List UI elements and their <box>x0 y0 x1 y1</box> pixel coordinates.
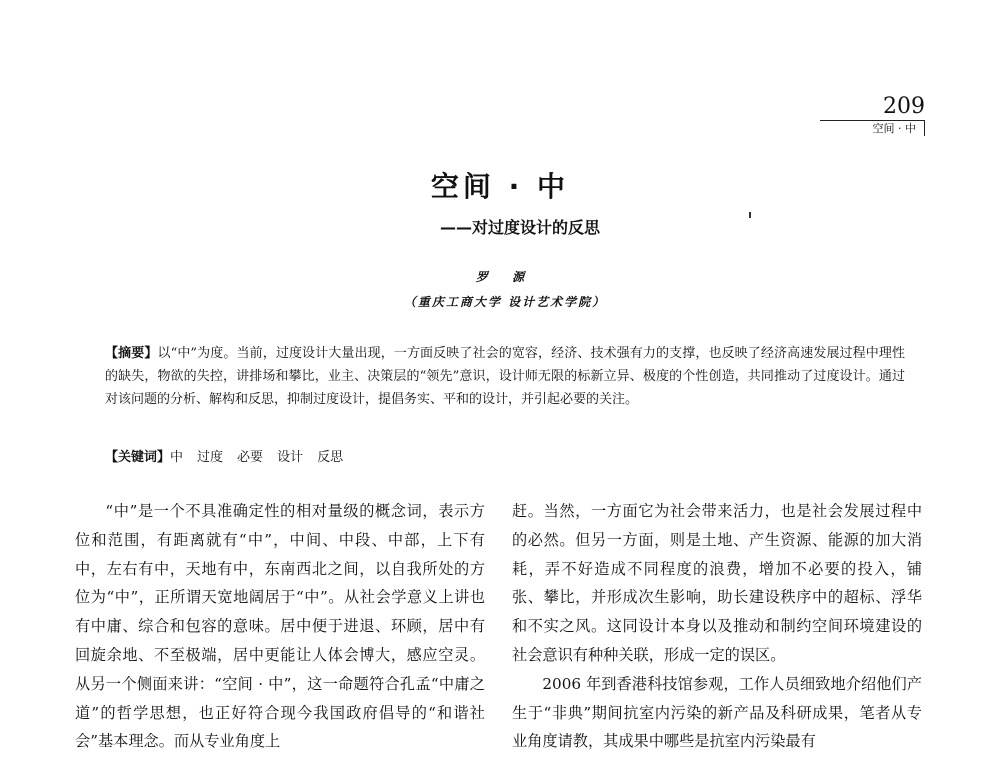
keyword: 必要 <box>237 450 264 465</box>
author-name: 罗 源 <box>475 270 535 284</box>
running-head: 空间 · 中 <box>820 120 925 136</box>
keywords-label: 【关键词】 <box>105 450 171 465</box>
body-paragraph: 赶。当然，一方面它为社会带来活力，也是社会发展过程中的必然。但另一方面，则是土地、产生资源、能源的加大消耗，弄不好造成不同程度的浪费，增加不必要的投入，铺张、攀比，并形成次生影响，助长建设秩序中的超标、浮华和不实之风。这同设计本身以及推动和制约空间环境建设的社会意识有种种关联，形成一定的误区。 <box>512 502 922 664</box>
article-subtitle: ——对过度设计的反思 <box>439 218 600 237</box>
keyword: 反思 <box>317 450 344 465</box>
keyword: 过度 <box>197 450 224 465</box>
abstract-label: 【摘要】 <box>105 346 158 361</box>
page-number: 209 <box>883 94 925 119</box>
abstract-text: 以“中”为度。当前，过度设计大量出现，一方面反映了社会的宽容，经济、技术强有力的支撑，也反映了经济高速发展过程中理性的缺失，物欲的失控，讲排场和攀比，业主、决策层的“领先”意识，设计师无限的标新立异、极度的个性创造，共同推动了过度设计。通过对该问题的分析、解构和反思，抑制过度设计，提倡务实、平和的设计，并引起必要的关注。 <box>105 346 905 407</box>
body-column-right <box>512 497 922 756</box>
keyword: 中 <box>170 450 184 465</box>
keywords <box>105 448 905 468</box>
keyword: 设计 <box>277 450 304 465</box>
body-paragraph: “中”是一个不具准确定性的相对量级的概念词，表示方位和范围，有距离就有“中”，中间、中段、中部，上下有中，左右有中，天地有中，东南西北之间，以自我所处的方位为“中”，正所谓天宽地阔居于“中”。从社会学意义上讲也有中庸、综合和包容的意味。居中便于进退、环顾，居中有回旋余地、不至极端，居中更能让人体会博大，感应空灵。从另一个侧面来讲：“空间 · 中”，这一命题符合孔孟“中庸之道”的哲学思想，也正好符合现今我国政府倡导的“和谐社会”基本理念。而从专业角度上 <box>75 502 485 751</box>
body-column-left <box>75 497 485 756</box>
article-title: 空间 · 中 <box>430 170 570 203</box>
scan-speck <box>749 212 751 218</box>
body-paragraph: 2006 年到香港科技馆参观，工作人员细致地介绍他们产生于“非典”期间抗室内污染的新产品及科研成果，笔者从专业角度请教，其成果中哪些是抗室内污染最有 <box>512 674 922 751</box>
author-affiliation: （重庆工商大学 设计艺术学院） <box>403 295 607 309</box>
abstract <box>105 342 905 411</box>
